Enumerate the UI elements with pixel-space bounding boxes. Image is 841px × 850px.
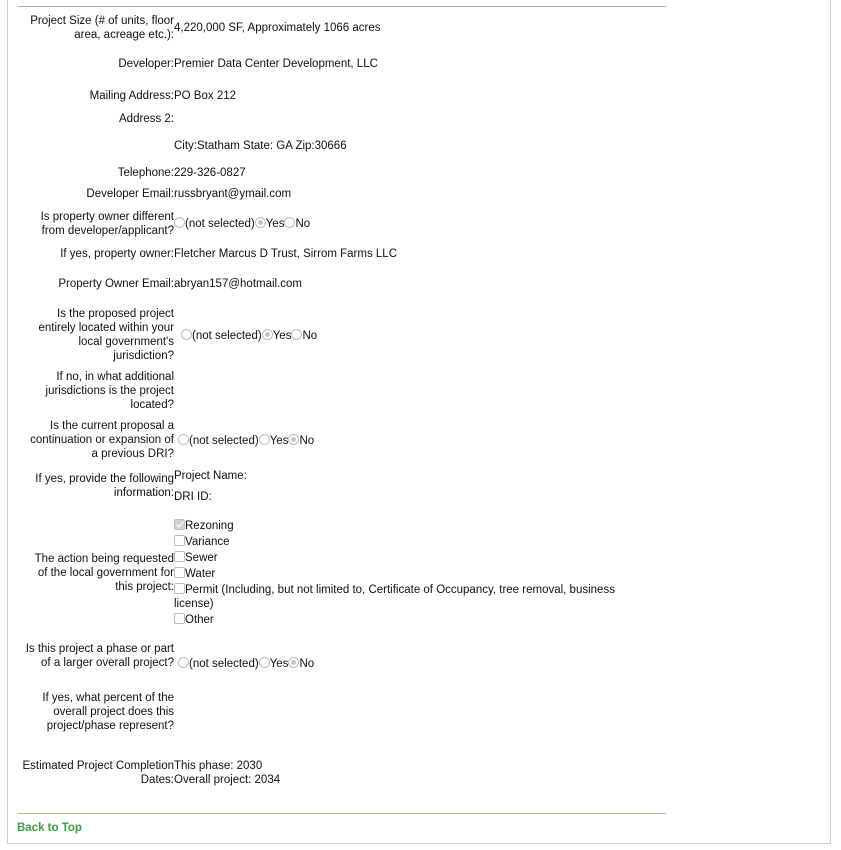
action-option-other[interactable] — [174, 613, 644, 629]
radio-yes[interactable] — [255, 217, 266, 228]
action-option-variance[interactable] — [174, 535, 644, 551]
bottom-divider — [18, 813, 666, 814]
checkbox-permit[interactable] — [174, 583, 185, 594]
radio-not-selected-label: (not selected) — [185, 218, 255, 230]
mailing-address-value: PO Box 212 — [174, 90, 237, 102]
developer-label: Developer: — [118, 58, 174, 70]
additional-jurisdictions-label: If no, in what additional jurisdictions is the project located? — [45, 371, 174, 411]
within-jurisdiction-label: Is the proposed project entirely located within your local government's jurisdiction? — [38, 308, 174, 362]
action-label: The action being requested of the local government for this project: — [34, 553, 174, 593]
radio-no-label: No — [295, 218, 311, 230]
continuation-label: Is the current proposal a continuation or expansion of a previous DRI? — [30, 420, 174, 460]
radio-yes-label: Yes — [272, 330, 292, 342]
previous-dri-id: DRI ID: — [174, 491, 212, 503]
phase-radios — [178, 657, 314, 671]
radio-not-selected-label: (not selected) — [189, 658, 259, 670]
telephone-label: Telephone: — [117, 167, 174, 179]
radio-not-selected[interactable] — [181, 329, 192, 340]
radio-no[interactable] — [288, 434, 299, 445]
radio-yes-label: Yes — [269, 435, 289, 447]
action-option-sewer[interactable] — [174, 551, 644, 567]
completion-label: Estimated Project Completion Dates: — [22, 760, 174, 786]
radio-no[interactable] — [288, 657, 299, 668]
property-owner-value: Fletcher Marcus D Trust, Sirrom Farms LLC — [174, 248, 398, 260]
top-divider — [18, 6, 666, 7]
radio-not-selected[interactable] — [178, 657, 189, 668]
checkbox-rezoning[interactable] — [174, 519, 185, 530]
radio-yes-label: Yes — [269, 658, 289, 670]
mailing-address-label: Mailing Address: — [89, 90, 174, 102]
other-label: Other — [185, 614, 214, 626]
telephone-value: 229-326-0827 — [174, 167, 246, 179]
sewer-label: Sewer — [185, 552, 218, 564]
form-frame — [7, 0, 831, 844]
variance-label: Variance — [185, 536, 230, 548]
city-state-zip: City:Statham State: GA Zip:30666 — [174, 140, 347, 152]
project-size-value: 4,220,000 SF, Approximately 1066 acres — [174, 22, 381, 34]
completion-overall: Overall project: 2034 — [174, 774, 281, 786]
within-jurisdiction-radios — [181, 329, 317, 343]
water-label: Water — [185, 568, 216, 580]
owner-different-radios — [174, 217, 310, 231]
radio-yes[interactable] — [259, 434, 270, 445]
radio-no[interactable] — [284, 217, 295, 228]
action-checkboxes — [174, 519, 644, 629]
percent-label: If yes, what percent of the overall project does this project/phase represent? — [42, 692, 174, 732]
radio-yes[interactable] — [262, 329, 273, 340]
checkbox-sewer[interactable] — [174, 551, 185, 562]
radio-no-label: No — [299, 658, 315, 670]
address2-label: Address 2: — [119, 113, 174, 125]
radio-yes-label: Yes — [265, 218, 285, 230]
permit-label: Permit (Including, but not limited to, Certificate of Occupancy, tree removal, business license) — [174, 584, 615, 610]
back-to-top-link[interactable]: Back to Top — [17, 822, 82, 834]
radio-no-label: No — [299, 435, 315, 447]
previous-info-label: If yes, provide the following information: — [35, 473, 174, 499]
owner-email-value: abryan157@hotmail.com — [174, 278, 303, 290]
radio-not-selected-label: (not selected) — [192, 330, 262, 342]
action-option-water[interactable] — [174, 567, 644, 583]
continuation-radios — [178, 434, 314, 448]
radio-no-label: No — [302, 330, 318, 342]
checkbox-water[interactable] — [174, 567, 185, 578]
property-owner-label: If yes, property owner: — [60, 248, 174, 260]
previous-project-name: Project Name: — [174, 470, 247, 482]
radio-not-selected-label: (not selected) — [189, 435, 259, 447]
owner-email-label: Property Owner Email: — [58, 278, 174, 290]
completion-this-phase: This phase: 2030 — [174, 760, 263, 772]
project-size-label: Project Size (# of units, floor area, acreage etc.): — [30, 15, 174, 41]
radio-no[interactable] — [291, 329, 302, 340]
rezoning-label: Rezoning — [185, 520, 234, 532]
radio-not-selected[interactable] — [178, 434, 189, 445]
action-option-permit[interactable] — [174, 583, 644, 613]
developer-email-label: Developer Email: — [86, 188, 174, 200]
checkbox-other[interactable] — [174, 613, 185, 624]
radio-not-selected[interactable] — [174, 217, 185, 228]
owner-different-label: Is property owner different from developer/applicant? — [40, 211, 174, 237]
checkbox-variance[interactable] — [174, 535, 185, 546]
phase-label: Is this project a phase or part of a larger overall project? — [25, 643, 174, 669]
developer-value: Premier Data Center Development, LLC — [174, 58, 378, 70]
action-option-rezoning[interactable] — [174, 519, 644, 535]
developer-email-value: russbryant@ymail.com — [174, 188, 292, 200]
radio-yes[interactable] — [259, 657, 270, 668]
